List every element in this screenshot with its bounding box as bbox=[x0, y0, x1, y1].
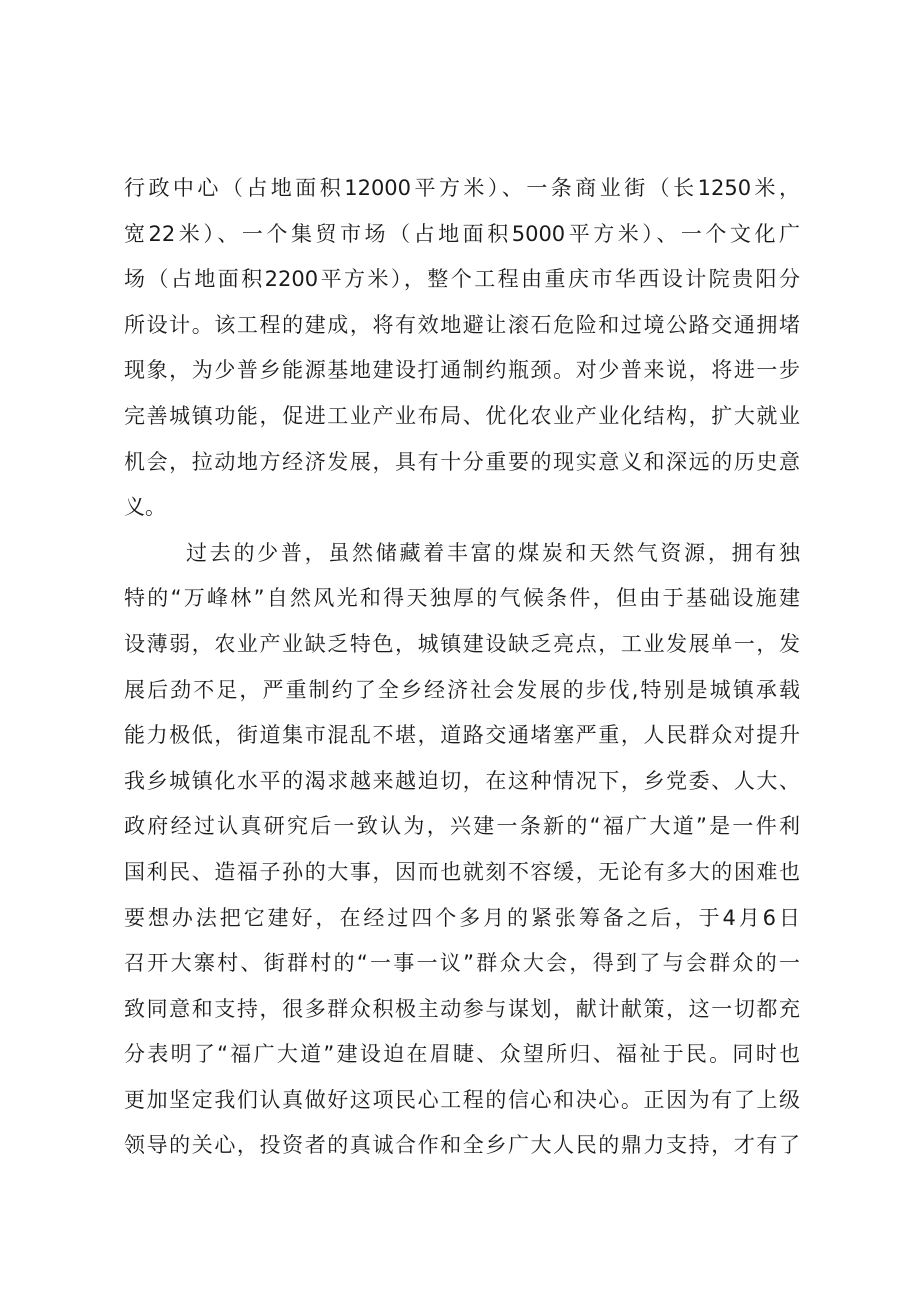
paragraph-1 bbox=[124, 166, 800, 531]
text-line: 领导的关心，投资者的真诚合作和全乡广大人民的鼎力支持，才有了 bbox=[124, 1133, 800, 1158]
text-line: 致同意和支持，很多群众积极主动参与谋划，献计献策，这一切都充 bbox=[124, 996, 800, 1021]
text-line: 义。 bbox=[124, 495, 166, 520]
text-line: 分表明了“福广大道”建设迫在眉睫、众望所归、福祉于民。同时也 bbox=[124, 1042, 800, 1067]
paragraph-2 bbox=[124, 531, 800, 1169]
text-line: 所设计。该工程的建成，将有效地避让滚石危险和过境公路交通拥堵 bbox=[124, 312, 800, 337]
text-line: 召开大寨村、街群村的“一事一议”群众大会，得到了与会群众的一 bbox=[124, 951, 800, 976]
text-line: 能力极低，街道集市混乱不堪，道路交通堵塞严重，人民群众对提升 bbox=[124, 723, 800, 748]
text-line: 机会，拉动地方经济发展，具有十分重要的现实意义和深远的历史意 bbox=[124, 449, 800, 474]
text-line: 过去的少普，虽然储藏着丰富的煤炭和天然气资源，拥有独 bbox=[186, 540, 800, 565]
text-line: 宽22米）、一个集贸市场（占地面积5000平方米）、一个文化广 bbox=[124, 221, 800, 246]
document-body bbox=[124, 166, 800, 1169]
text-line: 展后劲不足，严重制约了全乡经济社会发展的步伐,特别是城镇承载 bbox=[124, 677, 800, 702]
text-line: 完善城镇功能，促进工业产业布局、优化农业产业化结构，扩大就业 bbox=[124, 403, 800, 428]
text-line: 现象，为少普乡能源基地建设打通制约瓶颈。对少普来说，将进一步 bbox=[124, 358, 800, 383]
text-line: 政府经过认真研究后一致认为，兴建一条新的“福广大道”是一件利 bbox=[124, 814, 800, 839]
text-line: 更加坚定我们认真做好这项民心工程的信心和决心。正因为有了上级 bbox=[124, 1087, 800, 1112]
text-line: 设薄弱，农业产业缺乏特色，城镇建设缺乏亮点，工业发展单一，发 bbox=[124, 631, 800, 656]
text-line: 场（占地面积2200平方米），整个工程由重庆市华西设计院贵阳分 bbox=[124, 267, 800, 292]
text-line: 行政中心（占地面积12000平方米）、一条商业街（长1250米， bbox=[124, 176, 800, 200]
text-line: 我乡城镇化水平的渴求越来越迫切，在这种情况下，乡党委、人大、 bbox=[124, 768, 800, 793]
text-line: 国利民、造福子孙的大事，因而也就刻不容缓，无论有多大的困难也 bbox=[124, 859, 800, 884]
text-line: 要想办法把它建好，在经过四个多月的紧张筹备之后，于4月6日 bbox=[124, 905, 800, 930]
text-line: 特的“万峰林”自然风光和得天独厚的气候条件，但由于基础设施建 bbox=[124, 586, 800, 611]
